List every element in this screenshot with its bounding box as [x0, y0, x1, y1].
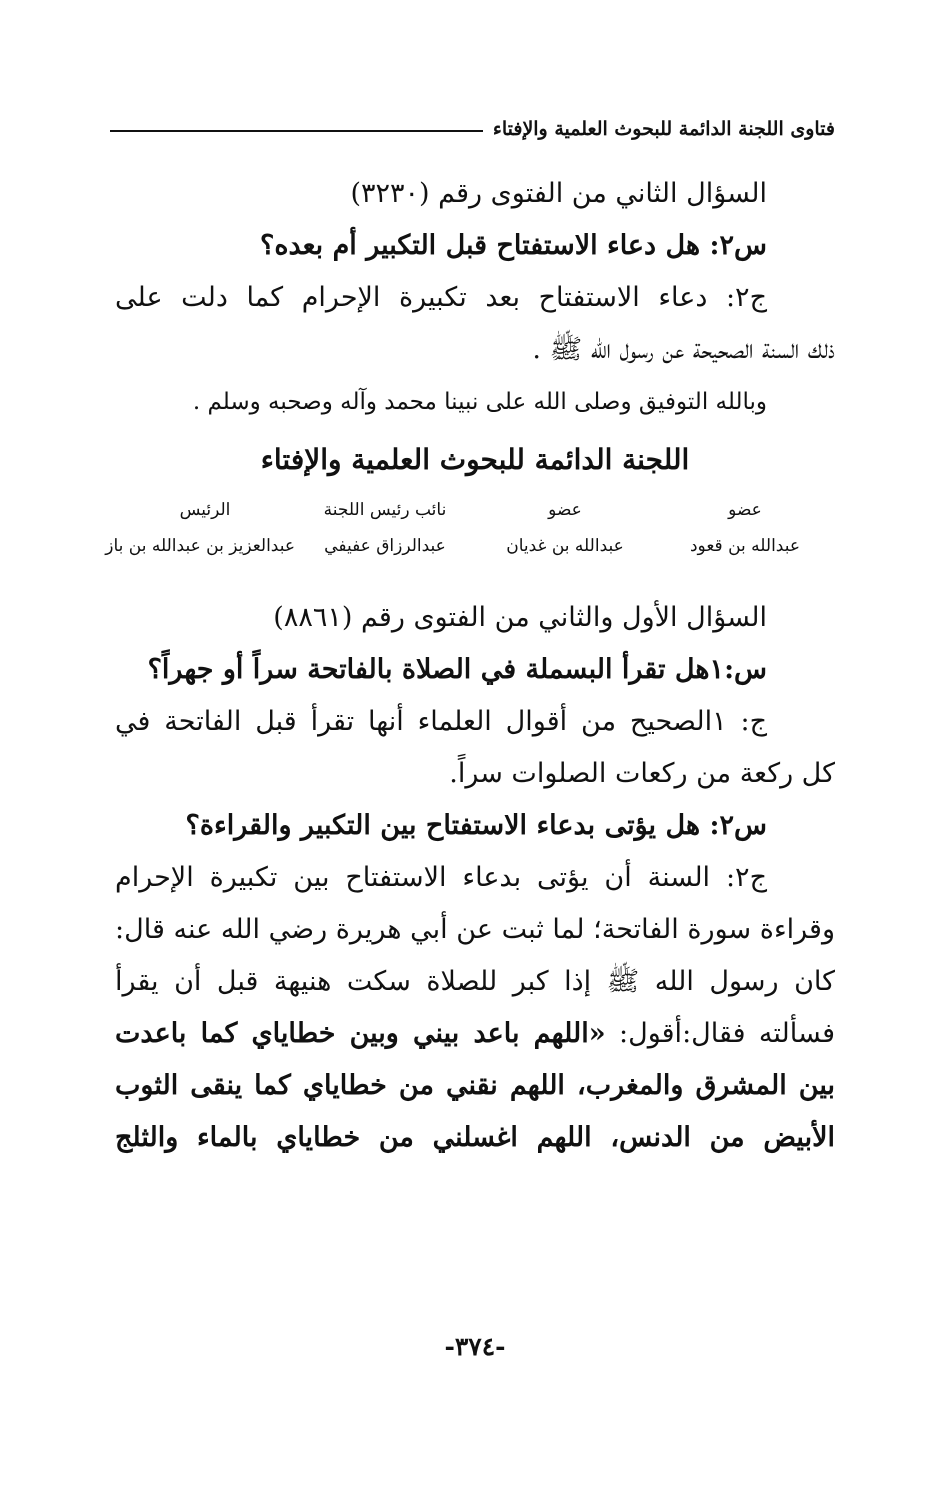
running-header	[110, 118, 835, 140]
supplication-text: الأبيض من الدنس، اللهم اغسلني من خطاياي بالماء والثلج	[115, 1122, 835, 1153]
question-text: س٢: هل دعاء الاستفتاح قبل التكبير أم بعده؟	[259, 230, 767, 261]
book-title: فتاوى اللجنة الدائمة للبحوث العلمية والإفتاء	[492, 118, 835, 140]
answer-text: كان رسول الله ﷺ إذا كبر للصلاة سكت هنيهة قبل أن يقرأ	[115, 966, 835, 997]
signatory-role: عضو	[728, 500, 762, 520]
committee-title: اللجنة الدائمة للبحوث العلمية والإفتاء	[260, 443, 690, 476]
signatory-role: نائب رئيس اللجنة	[323, 500, 447, 520]
signatories-table	[105, 494, 835, 562]
signatory-role: عضو	[548, 500, 582, 520]
answer-text: ج٢: السنة أن يؤتى بدعاء الاستفتاح بين تكبيرة الإحرام	[115, 862, 767, 893]
signatory-name: عبدالعزيز بن عبدالله بن باز	[105, 536, 295, 556]
section-spacer	[115, 562, 835, 592]
answer-text: كل ركعة من ركعات الصلوات سراً.	[449, 758, 835, 789]
closing-text: وبالله التوفيق وصلى الله على نبينا محمد وآله وصحبه وسلم .	[192, 389, 767, 415]
answer-text: ج٢: دعاء الاستفتاح بعد تكبيرة الإحرام كما دلت على	[115, 282, 767, 313]
signatory-name: عبدالرزاق عفيفي	[324, 536, 446, 556]
page-number: -٣٧٤-	[444, 1332, 506, 1361]
answer-text	[115, 1008, 835, 1060]
answer-text-plain: فسألته فقال:أقول:	[605, 1018, 835, 1049]
question-text: س٢: هل يؤتى بدعاء الاستفتاح بين التكبير والقراءة؟	[185, 810, 767, 841]
signatory-names-row	[115, 530, 835, 562]
question-text: س:١هل تقرأ البسملة في الصلاة بالفاتحة سراً أو جهراً؟	[147, 654, 767, 685]
supplication-text: «اللهم باعد بيني وبين خطاياي كما باعدت	[115, 1018, 606, 1049]
answer-text: وقراءة سورة الفاتحة؛ لما ثبت عن أبي هريرة رضي الله عنه قال:	[115, 914, 835, 945]
signatory-role: الرئيس	[179, 500, 231, 520]
header-rule	[110, 130, 483, 132]
supplication-text: بين المشرق والمغرب، اللهم نقني من خطاياي كما ينقى الثوب	[115, 1070, 835, 1101]
fatwa-title: السؤال الثاني من الفتوى رقم (٣٢٣٠)	[350, 178, 767, 209]
fatwa-title: السؤال الأول والثاني من الفتوى رقم (٨٨٦١)	[273, 602, 767, 633]
answer-text: ج: ١الصحيح من أقوال العلماء أنها تقرأ قبل الفاتحة في	[115, 706, 767, 737]
page-body	[105, 168, 835, 1164]
signatory-name: عبدالله بن قعود	[689, 536, 800, 556]
answer-text: ذلك السنة الصحيحة عن رسول الله ﷺ .	[532, 334, 835, 365]
signatory-roles-row	[115, 494, 835, 530]
signatory-name: عبدالله بن غديان	[506, 536, 624, 556]
